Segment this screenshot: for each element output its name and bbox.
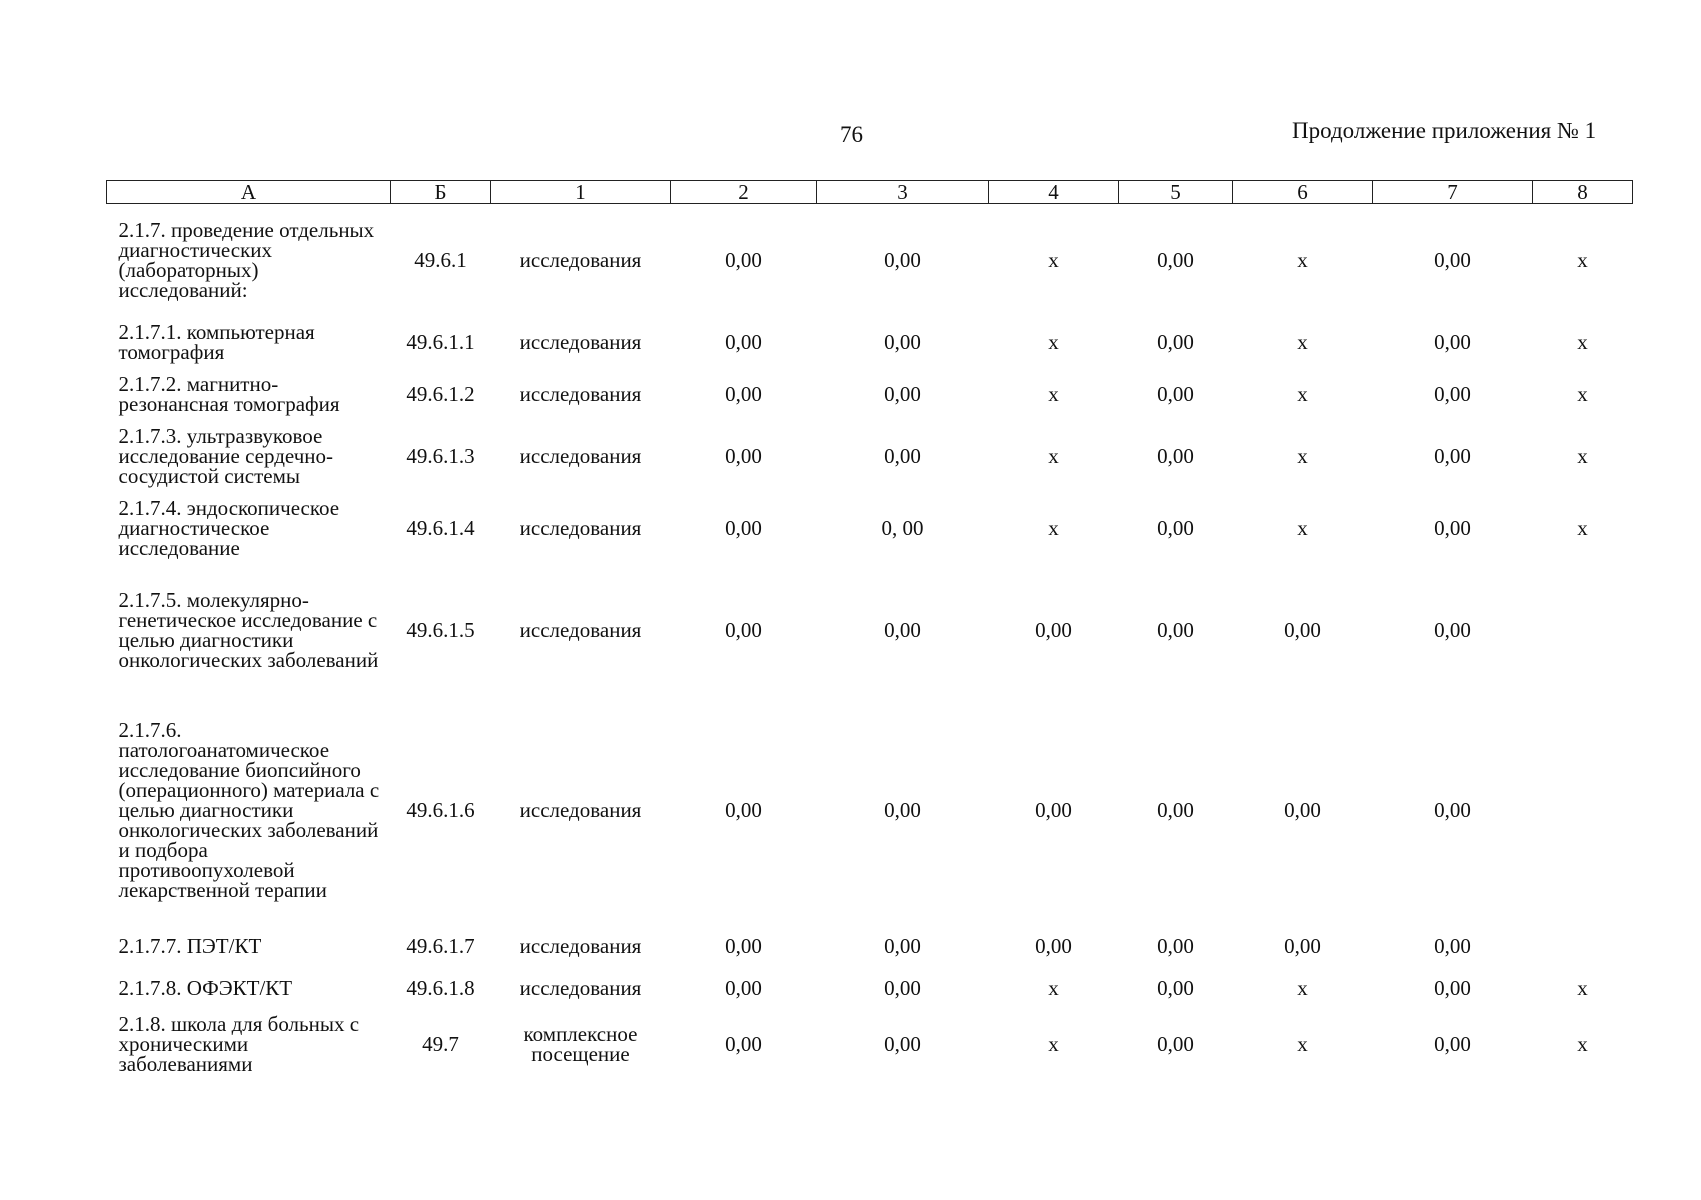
cell-col-4: 0,00 <box>1035 617 1072 642</box>
row-unit: исследования <box>519 443 642 468</box>
cell-col-6: х <box>1297 443 1308 468</box>
row-name: 2.1.7. проведение отдельных диагностических (лабораторных) исследований: <box>118 217 375 302</box>
column-header-4: 4 <box>989 181 1119 204</box>
cell-col-5: 0,00 <box>1157 381 1194 406</box>
cell-col-3: 0,00 <box>884 933 921 958</box>
cell-col-5: 0,00 <box>1157 797 1194 822</box>
cell-col-3: 0,00 <box>884 443 921 468</box>
table-row <box>107 696 1633 924</box>
cell-col-8: х <box>1577 975 1588 1000</box>
cell-col-7: 0,00 <box>1434 617 1471 642</box>
cell-col-8: х <box>1577 247 1588 272</box>
cell-col-2: 0,00 <box>725 443 762 468</box>
cell-col-2: 0,00 <box>725 329 762 354</box>
cell-col-6: х <box>1297 329 1308 354</box>
data-table <box>106 180 1633 1080</box>
cell-col-3: 0,00 <box>884 617 921 642</box>
cell-col-7: 0,00 <box>1434 381 1471 406</box>
table-row <box>107 368 1633 420</box>
cell-col-5: 0,00 <box>1157 443 1194 468</box>
row-unit: исследования <box>519 797 642 822</box>
cell-col-3: 0, 00 <box>881 515 924 540</box>
cell-col-6: х <box>1297 247 1308 272</box>
cell-col-3: 0,00 <box>884 247 921 272</box>
column-header-2: 2 <box>671 181 817 204</box>
cell-col-4: х <box>1048 381 1059 406</box>
cell-col-6: х <box>1297 1031 1308 1056</box>
row-name: 2.1.7.7. ПЭТ/КТ <box>118 933 262 958</box>
cell-col-2: 0,00 <box>725 797 762 822</box>
row-unit: исследования <box>519 247 642 272</box>
cell-col-8: х <box>1577 443 1588 468</box>
cell-col-2: 0,00 <box>725 515 762 540</box>
row-name: 2.1.7.1. компьютерная томография <box>118 319 315 364</box>
cell-col-5: 0,00 <box>1157 975 1194 1000</box>
cell-col-5: 0,00 <box>1157 617 1194 642</box>
row-name: 2.1.7.4. эндоскопическое диагностическое исследование <box>118 495 340 560</box>
cell-col-4: х <box>1048 515 1059 540</box>
row-code: 49.6.1.3 <box>406 443 475 468</box>
table-row <box>107 1008 1633 1080</box>
row-code: 49.6.1.2 <box>406 381 475 406</box>
table-row <box>107 968 1633 1008</box>
row-code: 49.7 <box>422 1031 459 1056</box>
column-header-5: 5 <box>1119 181 1233 204</box>
row-name: 2.1.7.3. ультразвуковое исследование сердечно-сосудистой системы <box>118 423 333 488</box>
row-unit: исследования <box>519 975 642 1000</box>
cell-col-8: х <box>1577 329 1588 354</box>
table-row <box>107 492 1633 564</box>
cell-col-5: 0,00 <box>1157 515 1194 540</box>
cell-col-8 <box>1533 564 1633 696</box>
cell-col-2: 0,00 <box>725 933 762 958</box>
row-unit: исследования <box>519 381 642 406</box>
row-name: 2.1.7.5. молекулярно-генетическое исследование с целью диагностики онкологических заболеваний <box>118 587 379 672</box>
cell-col-7: 0,00 <box>1434 515 1471 540</box>
cell-col-4: х <box>1048 1031 1059 1056</box>
cell-col-5: 0,00 <box>1157 247 1194 272</box>
cell-col-7: 0,00 <box>1434 933 1471 958</box>
cell-col-7: 0,00 <box>1434 443 1471 468</box>
cell-col-6: х <box>1297 975 1308 1000</box>
cell-col-2: 0,00 <box>725 975 762 1000</box>
row-code: 49.6.1.8 <box>406 975 475 1000</box>
row-unit <box>491 1008 671 1080</box>
cell-col-5: 0,00 <box>1157 1031 1194 1056</box>
row-code: 49.6.1 <box>414 247 467 272</box>
row-code: 49.6.1.7 <box>406 933 475 958</box>
row-code: 49.6.1.5 <box>406 617 475 642</box>
cell-col-6: 0,00 <box>1284 617 1321 642</box>
table-row <box>107 924 1633 968</box>
cell-col-4: х <box>1048 975 1059 1000</box>
cell-col-8 <box>1533 924 1633 968</box>
table-row <box>107 564 1633 696</box>
row-unit: исследования <box>519 933 642 958</box>
column-header-a: А <box>107 181 391 204</box>
cell-col-2: 0,00 <box>725 617 762 642</box>
cell-col-7: 0,00 <box>1434 975 1471 1000</box>
row-name: 2.1.7.2. магнитно-резонансная томография <box>118 371 340 416</box>
cell-col-3: 0,00 <box>884 329 921 354</box>
cell-col-3: 0,00 <box>884 975 921 1000</box>
column-header-row <box>107 181 1633 204</box>
cell-col-4: х <box>1048 443 1059 468</box>
cell-col-5: 0,00 <box>1157 933 1194 958</box>
cell-col-2: 0,00 <box>725 247 762 272</box>
column-header-3: 3 <box>817 181 989 204</box>
column-header-7: 7 <box>1373 181 1533 204</box>
cell-col-6: 0,00 <box>1284 797 1321 822</box>
row-code: 49.6.1.6 <box>406 797 475 822</box>
cell-col-2: 0,00 <box>725 381 762 406</box>
page-number: 76 <box>840 122 863 147</box>
cell-col-7: 0,00 <box>1434 797 1471 822</box>
cell-col-8: х <box>1577 381 1588 406</box>
row-name: 2.1.7.8. ОФЭКТ/КТ <box>118 975 293 1000</box>
table-row <box>107 204 1633 316</box>
cell-col-3: 0,00 <box>884 797 921 822</box>
cell-col-6: 0,00 <box>1284 933 1321 958</box>
cell-col-6: х <box>1297 515 1308 540</box>
cell-col-7: 0,00 <box>1434 1031 1471 1056</box>
cell-col-4: х <box>1048 329 1059 354</box>
row-unit: исследования <box>519 515 642 540</box>
column-header-1: 1 <box>491 181 671 204</box>
cell-col-2: 0,00 <box>725 1031 762 1056</box>
row-unit: исследования <box>519 329 642 354</box>
row-name: 2.1.7.6. патологоанатомическое исследование биопсийного (операционного) материала с целью диагностики онкологических заболеваний и подбора противоопухолевой лекарственной терапии <box>118 717 380 902</box>
row-unit: исследования <box>519 617 642 642</box>
column-header-b: Б <box>391 181 491 204</box>
row-name: 2.1.8. школа для больных с хроническими заболеваниями <box>118 1011 360 1076</box>
table-row <box>107 420 1633 492</box>
cell-col-7: 0,00 <box>1434 329 1471 354</box>
row-code: 49.6.1.4 <box>406 515 475 540</box>
cell-col-3: 0,00 <box>884 1031 921 1056</box>
cell-col-7: 0,00 <box>1434 247 1471 272</box>
column-header-8: 8 <box>1533 181 1633 204</box>
cell-col-8 <box>1533 696 1633 924</box>
table-row <box>107 316 1633 368</box>
cell-col-6: х <box>1297 381 1308 406</box>
cell-col-4: х <box>1048 247 1059 272</box>
row-unit-text: комплексное посещение <box>523 1021 638 1066</box>
cell-col-4: 0,00 <box>1035 797 1072 822</box>
cell-col-8: х <box>1577 515 1588 540</box>
cell-col-3: 0,00 <box>884 381 921 406</box>
cell-col-8: х <box>1577 1031 1588 1056</box>
row-code: 49.6.1.1 <box>406 329 475 354</box>
cell-col-4: 0,00 <box>1035 933 1072 958</box>
cell-col-5: 0,00 <box>1157 329 1194 354</box>
column-header-6: 6 <box>1233 181 1373 204</box>
appendix-continuation-label: Продолжение приложения № 1 <box>1292 118 1597 143</box>
